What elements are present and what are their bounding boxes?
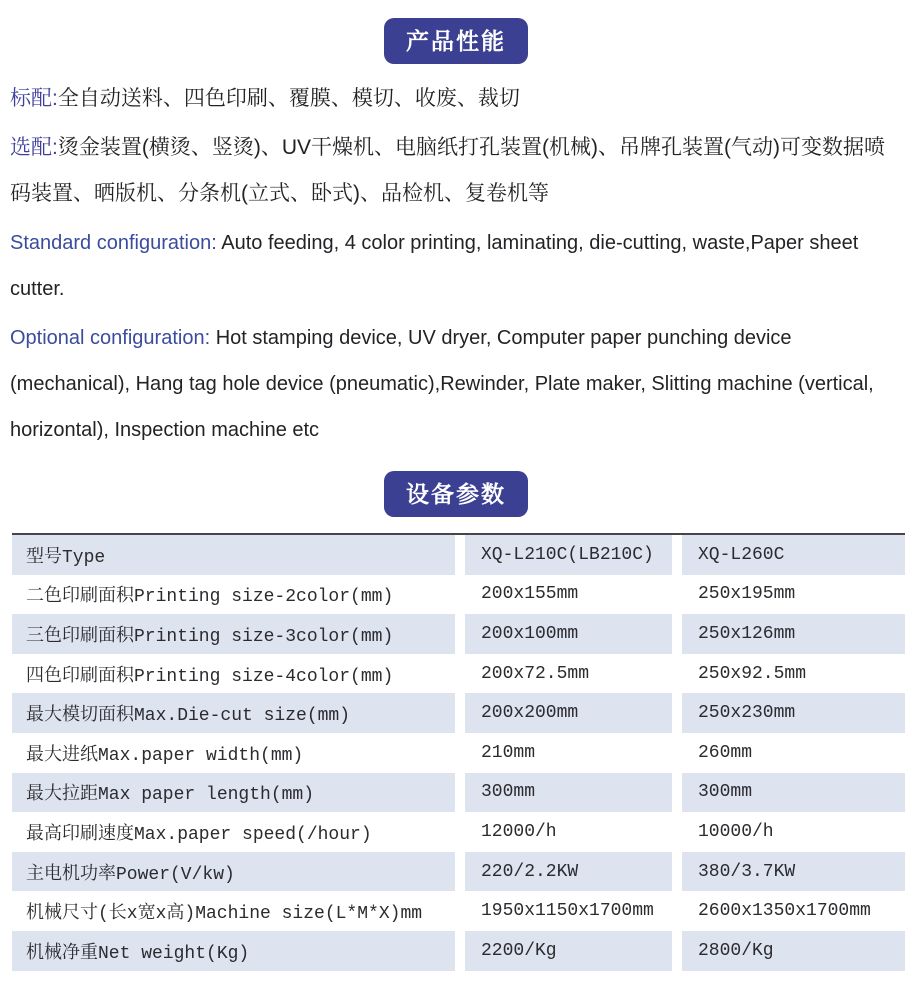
section-badge-equipment-parameters: 设备参数 <box>384 471 528 517</box>
spec-value-cell-2: 10000/h <box>698 821 774 842</box>
spec-value-cell-2: 2600x1350x1700mm <box>698 901 871 922</box>
product-detail-page <box>0 18 912 971</box>
spec-value-cell-1: 200x72.5mm <box>481 663 590 684</box>
spec-value-cell-2: 250x126mm <box>682 614 905 654</box>
table-header-row <box>12 535 905 575</box>
header-cell-model-2: XQ-L260C <box>682 535 905 575</box>
spec-value-cell-1: 2200/Kg <box>465 931 672 971</box>
spec-name-cell: 最大模切面积Max.Die-cut size(mm) <box>12 693 455 733</box>
table-row <box>12 931 905 971</box>
optional-config-en <box>10 315 902 453</box>
optional-config-cn <box>10 125 902 217</box>
spec-value-cell-1: 220/2.2KW <box>465 852 672 892</box>
spec-name-cell: 机械净重Net weight(Kg) <box>12 931 455 971</box>
spec-value-cell-1: 1950x1150x1700mm <box>481 901 654 922</box>
optional-config-cn-text: 烫金装置(横烫、竖烫)、UV干燥机、电脑纸打孔装置(机械)、吊牌孔装置(气动)可变数据喷码装置、晒版机、分条机(立式、卧式)、品检机、复卷机等 <box>10 136 885 205</box>
standard-config-en <box>10 220 902 312</box>
table-row <box>12 852 905 892</box>
table-row <box>12 654 905 694</box>
spec-value-cell-2: 380/3.7KW <box>682 852 905 892</box>
table-row <box>12 614 905 654</box>
spec-name-cell: 最大进纸Max.paper width(mm) <box>26 745 304 766</box>
spec-name-cell: 最高印刷速度Max.paper speed(/hour) <box>26 824 372 845</box>
spec-value-cell-2: 250x230mm <box>682 693 905 733</box>
spec-name-cell: 二色印刷面积Printing size-2color(mm) <box>26 587 394 608</box>
table-row <box>12 812 905 852</box>
standard-config-cn <box>10 76 902 122</box>
spec-value-cell-1: 210mm <box>481 742 536 763</box>
table-body <box>12 575 905 971</box>
table-row <box>12 575 905 615</box>
header-cell-type: 型号Type <box>12 535 455 575</box>
spec-value-cell-2: 300mm <box>682 773 905 813</box>
spec-name-cell: 三色印刷面积Printing size-3color(mm) <box>12 614 455 654</box>
optional-config-cn-label: 选配: <box>10 136 58 159</box>
spec-name-cell: 主电机功率Power(V/kw) <box>12 852 455 892</box>
spec-value-cell-2: 250x195mm <box>698 584 796 605</box>
optional-config-en-label: Optional configuration: <box>10 327 211 349</box>
optional-config-en-text: Hot stamping device, UV dryer, Computer paper punching device (mechanical), Hang tag hole device (pneumatic),Rewinder, Plate maker, Slitting machine (vertical, horizontal), Inspection machine etc <box>10 327 874 441</box>
spec-table <box>12 533 905 971</box>
spec-value-cell-1: 200x200mm <box>465 693 672 733</box>
standard-config-en-label: Standard configuration: <box>10 232 217 254</box>
spec-value-cell-2: 250x92.5mm <box>698 663 807 684</box>
table-row <box>12 773 905 813</box>
spec-name-cell: 机械尺寸(长x宽x高)Machine size(L*M*X)mm <box>26 904 423 925</box>
spec-name-cell: 最大拉距Max paper length(mm) <box>12 773 455 813</box>
spec-value-cell-1: 12000/h <box>481 821 557 842</box>
spec-value-cell-1: 300mm <box>465 773 672 813</box>
performance-paragraphs <box>0 76 912 453</box>
table-row <box>12 693 905 733</box>
spec-name-cell: 四色印刷面积Printing size-4color(mm) <box>26 666 394 687</box>
standard-config-cn-text: 全自动送料、四色印刷、覆膜、模切、收废、裁切 <box>57 87 520 110</box>
standard-config-cn-label: 标配: <box>10 87 58 110</box>
spec-value-cell-2: 260mm <box>698 742 753 763</box>
standard-config-en-text: Auto feeding, 4 color printing, laminating, die-cutting, waste,Paper sheet cutter. <box>10 232 859 300</box>
section-badge-product-performance: 产品性能 <box>384 18 528 64</box>
table-row <box>12 733 905 773</box>
header-cell-model-1: XQ-L210C(LB210C) <box>465 535 672 575</box>
spec-value-cell-1: 200x155mm <box>481 584 579 605</box>
spec-value-cell-2: 2800/Kg <box>682 931 905 971</box>
spec-value-cell-1: 200x100mm <box>465 614 672 654</box>
table-row <box>12 891 905 931</box>
